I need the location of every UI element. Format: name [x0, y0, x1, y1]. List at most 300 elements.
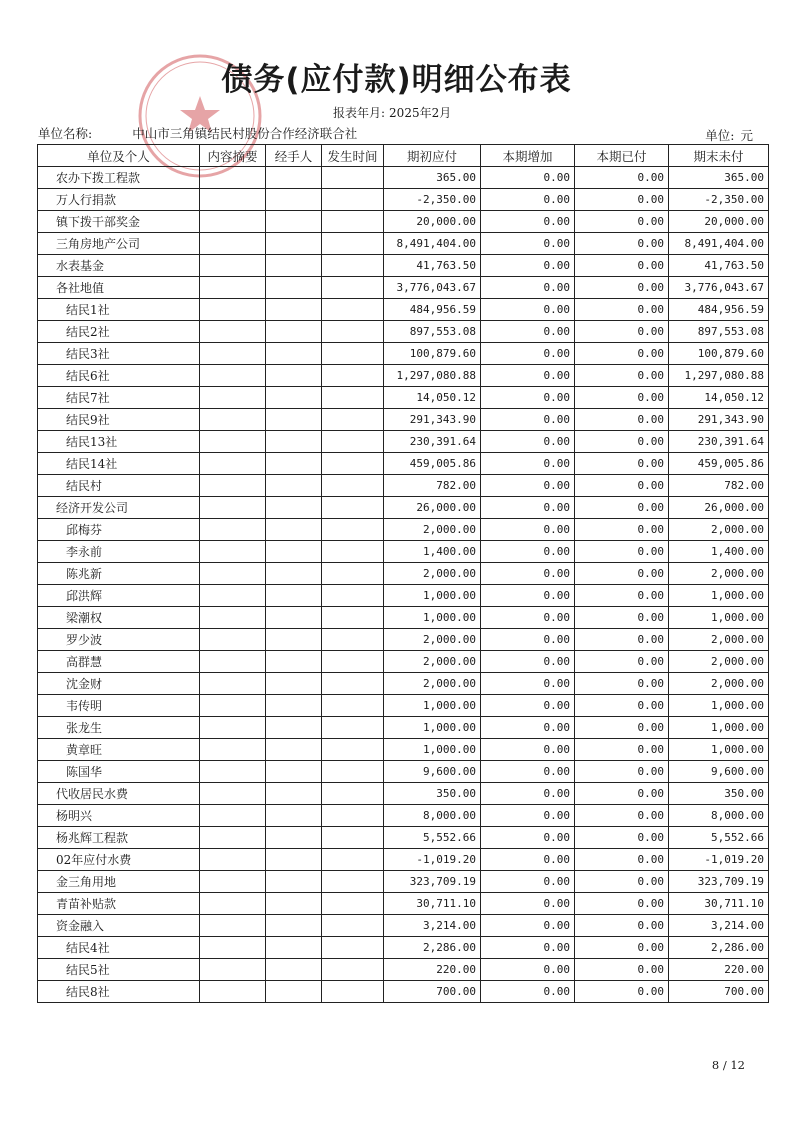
cell-increase: 0.00	[481, 497, 575, 519]
table-row	[38, 959, 769, 981]
cell-summary	[200, 739, 266, 761]
cell-closing: 897,553.08	[669, 321, 769, 343]
cell-closing: 700.00	[669, 981, 769, 1003]
cell-paid: 0.00	[575, 761, 669, 783]
cell-entity: 经济开发公司	[38, 497, 200, 519]
cell-entity: 资金融入	[38, 915, 200, 937]
cell-entity: 邱梅芬	[38, 519, 200, 541]
cell-handler	[266, 255, 322, 277]
cell-date	[322, 233, 384, 255]
column-header: 期初应付	[384, 145, 481, 167]
cell-increase: 0.00	[481, 541, 575, 563]
cell-closing: 9,600.00	[669, 761, 769, 783]
cell-handler	[266, 915, 322, 937]
cell-opening: 484,956.59	[384, 299, 481, 321]
cell-paid: 0.00	[575, 893, 669, 915]
cell-opening: 2,000.00	[384, 629, 481, 651]
cell-summary	[200, 211, 266, 233]
cell-opening: 2,000.00	[384, 651, 481, 673]
cell-closing: 100,879.60	[669, 343, 769, 365]
cell-entity: 李永前	[38, 541, 200, 563]
cell-increase: 0.00	[481, 695, 575, 717]
cell-increase: 0.00	[481, 915, 575, 937]
column-header: 发生时间	[322, 145, 384, 167]
cell-opening: 3,214.00	[384, 915, 481, 937]
cell-opening: 700.00	[384, 981, 481, 1003]
report-period	[333, 104, 455, 121]
cell-paid: 0.00	[575, 497, 669, 519]
cell-summary	[200, 607, 266, 629]
cell-opening: 41,763.50	[384, 255, 481, 277]
cell-date	[322, 277, 384, 299]
cell-paid: 0.00	[575, 475, 669, 497]
cell-paid: 0.00	[575, 827, 669, 849]
cell-date	[322, 409, 384, 431]
cell-date	[322, 475, 384, 497]
cell-paid: 0.00	[575, 365, 669, 387]
table-row	[38, 299, 769, 321]
cell-handler	[266, 607, 322, 629]
cell-summary	[200, 959, 266, 981]
cell-handler	[266, 321, 322, 343]
cell-increase: 0.00	[481, 585, 575, 607]
cell-increase: 0.00	[481, 431, 575, 453]
unit-name-value: 中山市三角镇结民村股份合作经济联合社	[132, 126, 358, 141]
cell-summary	[200, 915, 266, 937]
cell-handler	[266, 981, 322, 1003]
cell-date	[322, 673, 384, 695]
cell-summary	[200, 233, 266, 255]
cell-paid: 0.00	[575, 211, 669, 233]
table-row	[38, 607, 769, 629]
cell-paid: 0.00	[575, 739, 669, 761]
cell-opening: 897,553.08	[384, 321, 481, 343]
cell-date	[322, 959, 384, 981]
cell-opening: 20,000.00	[384, 211, 481, 233]
unit-name-label: 单位名称:	[38, 126, 93, 141]
cell-handler	[266, 563, 322, 585]
cell-opening: 1,000.00	[384, 695, 481, 717]
cell-summary	[200, 343, 266, 365]
table-row	[38, 475, 769, 497]
cell-date	[322, 541, 384, 563]
column-header: 本期增加	[481, 145, 575, 167]
cell-handler	[266, 827, 322, 849]
cell-increase: 0.00	[481, 387, 575, 409]
cell-increase: 0.00	[481, 167, 575, 189]
cell-increase: 0.00	[481, 893, 575, 915]
cell-handler	[266, 893, 322, 915]
cell-closing: 2,000.00	[669, 651, 769, 673]
cell-handler	[266, 629, 322, 651]
cell-opening: 2,000.00	[384, 673, 481, 695]
cell-summary	[200, 299, 266, 321]
cell-entity: 结民7社	[38, 387, 200, 409]
cell-increase: 0.00	[481, 673, 575, 695]
cell-date	[322, 871, 384, 893]
cell-entity: 结民13社	[38, 431, 200, 453]
cell-handler	[266, 739, 322, 761]
cell-opening: 220.00	[384, 959, 481, 981]
table-row	[38, 651, 769, 673]
cell-paid: 0.00	[575, 783, 669, 805]
page-title: 债务(应付款)明细公布表	[221, 62, 572, 98]
table-row	[38, 585, 769, 607]
table-row	[38, 805, 769, 827]
page-separator: /	[722, 1058, 727, 1072]
cell-entity: 结民3社	[38, 343, 200, 365]
cell-closing: 350.00	[669, 783, 769, 805]
cell-date	[322, 365, 384, 387]
cell-date	[322, 387, 384, 409]
cell-date	[322, 255, 384, 277]
cell-paid: 0.00	[575, 805, 669, 827]
cell-increase: 0.00	[481, 717, 575, 739]
cell-paid: 0.00	[575, 959, 669, 981]
cell-closing: 5,552.66	[669, 827, 769, 849]
table-row	[38, 849, 769, 871]
cell-entity: 黄章旺	[38, 739, 200, 761]
cell-date	[322, 189, 384, 211]
cell-increase: 0.00	[481, 651, 575, 673]
cell-summary	[200, 783, 266, 805]
cell-date	[322, 893, 384, 915]
cell-summary	[200, 563, 266, 585]
table-row	[38, 233, 769, 255]
cell-increase: 0.00	[481, 849, 575, 871]
cell-increase: 0.00	[481, 453, 575, 475]
cell-closing: 220.00	[669, 959, 769, 981]
cell-date	[322, 211, 384, 233]
cell-opening: 1,400.00	[384, 541, 481, 563]
cell-closing: 3,776,043.67	[669, 277, 769, 299]
cell-paid: 0.00	[575, 629, 669, 651]
cell-opening: 8,491,404.00	[384, 233, 481, 255]
cell-entity: 万人行捐款	[38, 189, 200, 211]
cell-entity: 金三角用地	[38, 871, 200, 893]
currency-label: 单位:	[705, 128, 735, 143]
cell-date	[322, 651, 384, 673]
cell-summary	[200, 475, 266, 497]
cell-summary	[200, 409, 266, 431]
table-row	[38, 739, 769, 761]
cell-closing: 14,050.12	[669, 387, 769, 409]
cell-date	[322, 607, 384, 629]
cell-closing: 1,400.00	[669, 541, 769, 563]
cell-handler	[266, 167, 322, 189]
cell-entity: 各社地值	[38, 277, 200, 299]
cell-increase: 0.00	[481, 189, 575, 211]
cell-closing: 20,000.00	[669, 211, 769, 233]
table-row	[38, 761, 769, 783]
cell-paid: 0.00	[575, 563, 669, 585]
cell-entity: 陈兆新	[38, 563, 200, 585]
cell-closing: -2,350.00	[669, 189, 769, 211]
payables-table	[37, 144, 769, 1003]
cell-increase: 0.00	[481, 739, 575, 761]
cell-entity: 结民1社	[38, 299, 200, 321]
cell-date	[322, 343, 384, 365]
cell-paid: 0.00	[575, 849, 669, 871]
cell-summary	[200, 871, 266, 893]
cell-entity: 韦传明	[38, 695, 200, 717]
cell-increase: 0.00	[481, 343, 575, 365]
cell-date	[322, 783, 384, 805]
table-row	[38, 277, 769, 299]
cell-date	[322, 431, 384, 453]
cell-closing: 2,000.00	[669, 519, 769, 541]
cell-closing: 1,000.00	[669, 739, 769, 761]
cell-entity: 陈国华	[38, 761, 200, 783]
cell-entity: 镇下拨干部奖金	[38, 211, 200, 233]
cell-paid: 0.00	[575, 277, 669, 299]
cell-closing: 3,214.00	[669, 915, 769, 937]
cell-paid: 0.00	[575, 695, 669, 717]
cell-increase: 0.00	[481, 959, 575, 981]
table-row	[38, 673, 769, 695]
cell-closing: 2,286.00	[669, 937, 769, 959]
cell-handler	[266, 651, 322, 673]
cell-increase: 0.00	[481, 805, 575, 827]
cell-entity: 代收居民水费	[38, 783, 200, 805]
cell-handler	[266, 189, 322, 211]
cell-summary	[200, 365, 266, 387]
report-period-value: 2025年2月	[389, 106, 452, 120]
table-row	[38, 255, 769, 277]
cell-summary	[200, 255, 266, 277]
cell-handler	[266, 585, 322, 607]
cell-summary	[200, 585, 266, 607]
cell-closing: 8,491,404.00	[669, 233, 769, 255]
cell-date	[322, 805, 384, 827]
cell-closing: 1,297,080.88	[669, 365, 769, 387]
table-row	[38, 827, 769, 849]
cell-paid: 0.00	[575, 189, 669, 211]
table-row	[38, 937, 769, 959]
cell-summary	[200, 629, 266, 651]
cell-handler	[266, 871, 322, 893]
cell-paid: 0.00	[575, 981, 669, 1003]
cell-entity: 02年应付水费	[38, 849, 200, 871]
cell-increase: 0.00	[481, 409, 575, 431]
cell-handler	[266, 365, 322, 387]
cell-increase: 0.00	[481, 607, 575, 629]
cell-entity: 农办下拨工程款	[38, 167, 200, 189]
cell-opening: 3,776,043.67	[384, 277, 481, 299]
cell-summary	[200, 497, 266, 519]
cell-closing: 8,000.00	[669, 805, 769, 827]
table-row	[38, 497, 769, 519]
cell-paid: 0.00	[575, 343, 669, 365]
cell-handler	[266, 475, 322, 497]
cell-summary	[200, 981, 266, 1003]
cell-handler	[266, 783, 322, 805]
cell-closing: 1,000.00	[669, 717, 769, 739]
cell-increase: 0.00	[481, 981, 575, 1003]
cell-summary	[200, 541, 266, 563]
unit-name	[38, 124, 357, 142]
cell-date	[322, 321, 384, 343]
cell-opening: 2,286.00	[384, 937, 481, 959]
cell-entity: 青苗补贴款	[38, 893, 200, 915]
cell-opening: 1,000.00	[384, 607, 481, 629]
cell-closing: 30,711.10	[669, 893, 769, 915]
cell-increase: 0.00	[481, 277, 575, 299]
table-row	[38, 343, 769, 365]
table-row	[38, 409, 769, 431]
table-row	[38, 387, 769, 409]
cell-opening: 365.00	[384, 167, 481, 189]
cell-opening: 9,600.00	[384, 761, 481, 783]
cell-summary	[200, 695, 266, 717]
cell-increase: 0.00	[481, 937, 575, 959]
cell-opening: 26,000.00	[384, 497, 481, 519]
cell-closing: 323,709.19	[669, 871, 769, 893]
cell-handler	[266, 673, 322, 695]
cell-date	[322, 629, 384, 651]
cell-opening: 350.00	[384, 783, 481, 805]
column-header: 期末未付	[669, 145, 769, 167]
cell-opening: -2,350.00	[384, 189, 481, 211]
cell-paid: 0.00	[575, 255, 669, 277]
cell-paid: 0.00	[575, 915, 669, 937]
table-row	[38, 211, 769, 233]
currency-unit	[705, 126, 753, 144]
cell-increase: 0.00	[481, 365, 575, 387]
cell-increase: 0.00	[481, 299, 575, 321]
cell-summary	[200, 849, 266, 871]
cell-handler	[266, 717, 322, 739]
cell-entity: 罗少波	[38, 629, 200, 651]
cell-summary	[200, 805, 266, 827]
cell-summary	[200, 277, 266, 299]
cell-handler	[266, 519, 322, 541]
cell-date	[322, 167, 384, 189]
cell-summary	[200, 717, 266, 739]
table-row	[38, 717, 769, 739]
cell-opening: 230,391.64	[384, 431, 481, 453]
cell-summary	[200, 673, 266, 695]
cell-entity: 结民村	[38, 475, 200, 497]
cell-summary	[200, 387, 266, 409]
cell-entity: 结民6社	[38, 365, 200, 387]
cell-entity: 张龙生	[38, 717, 200, 739]
cell-date	[322, 981, 384, 1003]
cell-handler	[266, 761, 322, 783]
cell-date	[322, 937, 384, 959]
cell-increase: 0.00	[481, 519, 575, 541]
page-current: 8	[711, 1058, 720, 1072]
cell-entity: 结民5社	[38, 959, 200, 981]
cell-date	[322, 849, 384, 871]
cell-paid: 0.00	[575, 453, 669, 475]
cell-closing: 1,000.00	[669, 585, 769, 607]
cell-opening: 30,711.10	[384, 893, 481, 915]
cell-handler	[266, 277, 322, 299]
cell-paid: 0.00	[575, 541, 669, 563]
cell-summary	[200, 651, 266, 673]
cell-paid: 0.00	[575, 871, 669, 893]
table-header-row	[38, 145, 769, 167]
cell-opening: 1,000.00	[384, 585, 481, 607]
cell-paid: 0.00	[575, 519, 669, 541]
currency-value: 元	[740, 128, 753, 143]
cell-entity: 结民9社	[38, 409, 200, 431]
cell-opening: 2,000.00	[384, 563, 481, 585]
cell-increase: 0.00	[481, 563, 575, 585]
cell-date	[322, 585, 384, 607]
cell-closing: 2,000.00	[669, 673, 769, 695]
table-row	[38, 453, 769, 475]
cell-handler	[266, 497, 322, 519]
cell-handler	[266, 959, 322, 981]
cell-opening: 1,000.00	[384, 717, 481, 739]
cell-increase: 0.00	[481, 321, 575, 343]
cell-opening: 5,552.66	[384, 827, 481, 849]
cell-date	[322, 717, 384, 739]
cell-handler	[266, 695, 322, 717]
cell-handler	[266, 937, 322, 959]
cell-handler	[266, 299, 322, 321]
cell-opening: 323,709.19	[384, 871, 481, 893]
cell-increase: 0.00	[481, 255, 575, 277]
cell-paid: 0.00	[575, 321, 669, 343]
cell-handler	[266, 233, 322, 255]
cell-date	[322, 827, 384, 849]
page-number	[712, 1058, 745, 1072]
cell-opening: 100,879.60	[384, 343, 481, 365]
cell-closing: 459,005.86	[669, 453, 769, 475]
cell-summary	[200, 937, 266, 959]
cell-entity: 结民2社	[38, 321, 200, 343]
cell-closing: 1,000.00	[669, 695, 769, 717]
cell-closing: 1,000.00	[669, 607, 769, 629]
cell-paid: 0.00	[575, 409, 669, 431]
cell-date	[322, 453, 384, 475]
cell-summary	[200, 321, 266, 343]
table-row	[38, 365, 769, 387]
cell-entity: 结民8社	[38, 981, 200, 1003]
cell-paid: 0.00	[575, 167, 669, 189]
cell-entity: 三角房地产公司	[38, 233, 200, 255]
cell-handler	[266, 541, 322, 563]
cell-increase: 0.00	[481, 475, 575, 497]
cell-increase: 0.00	[481, 783, 575, 805]
cell-handler	[266, 387, 322, 409]
table-row	[38, 695, 769, 717]
cell-opening: 1,000.00	[384, 739, 481, 761]
cell-handler	[266, 453, 322, 475]
page-total: 12	[730, 1058, 745, 1072]
cell-opening: 291,343.90	[384, 409, 481, 431]
cell-entity: 杨兆辉工程款	[38, 827, 200, 849]
table-row	[38, 629, 769, 651]
table-row	[38, 915, 769, 937]
cell-entity: 杨明兴	[38, 805, 200, 827]
cell-increase: 0.00	[481, 629, 575, 651]
report-period-label: 报表年月:	[333, 106, 386, 120]
cell-paid: 0.00	[575, 585, 669, 607]
column-header: 经手人	[266, 145, 322, 167]
cell-closing: 2,000.00	[669, 563, 769, 585]
cell-paid: 0.00	[575, 233, 669, 255]
cell-opening: 2,000.00	[384, 519, 481, 541]
table-row	[38, 519, 769, 541]
cell-summary	[200, 893, 266, 915]
cell-paid: 0.00	[575, 673, 669, 695]
cell-opening: -1,019.20	[384, 849, 481, 871]
cell-summary	[200, 189, 266, 211]
